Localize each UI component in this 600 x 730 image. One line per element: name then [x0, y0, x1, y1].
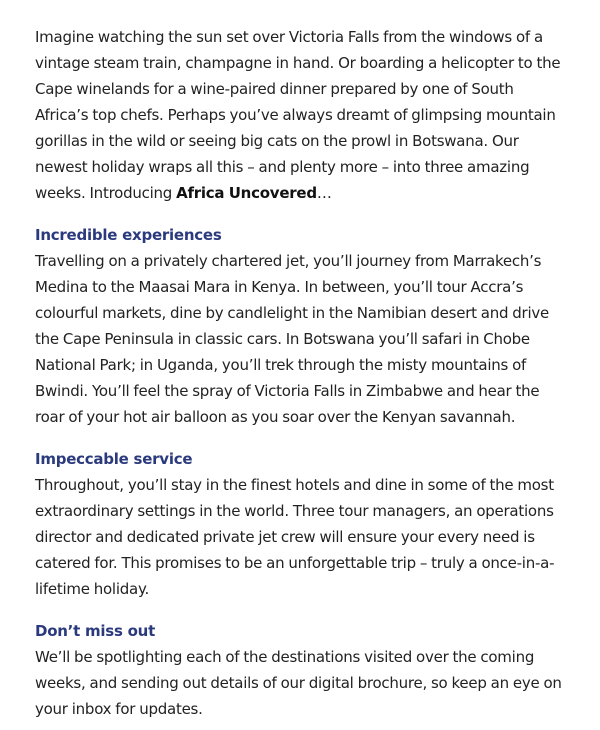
section-heading: Impeccable service: [35, 450, 193, 468]
section-body: Travelling on a privately chartered jet, you’ll journey from Marrakech’s Medina to the Maasai Mara in Kenya. In between, you’ll tour Accra’s colourful markets, dine by candlelight in the Namibian desert and drive the Cape Peninsula in classic cars. In Botswana you’ll safari in Chobe National Park; in Uganda, you’ll trek through the misty mountains of Bwindi. You’ll feel the spray of Victoria Falls in Zimbabwe and hear the roar of your hot air balloon as you soar over the Kenyan savannah.: [35, 252, 549, 426]
section-incredible-experiences: [35, 222, 571, 430]
intro-ellipsis: …: [316, 184, 332, 202]
intro-paragraph: [35, 24, 571, 206]
section-heading: Don’t miss out: [35, 622, 156, 640]
section-dont-miss-out: [35, 618, 571, 722]
product-name: Africa Uncovered: [176, 184, 317, 202]
section-body: Throughout, you’ll stay in the finest hotels and dine in some of the most extraordinary settings in the world. Three tour managers, an operations director and dedicated private jet crew will ensure your every need is catered for. This promises to be an unforgettable trip – truly a once-in-a-lifetime holiday.: [35, 476, 555, 598]
intro-text: Imagine watching the sun set over Victoria Falls from the windows of a vintage steam train, champagne in hand. Or boarding a helicopter to the Cape winelands for a wine-paired dinner prepared by one of South Africa’s top chefs. Perhaps you’ve always dreamt of glimpsing mountain gorillas in the wild or seeing big cats on the prowl in Botswana. Our newest holiday wraps all this – and plenty more – into three amazing weeks. Introducing: [35, 28, 561, 202]
section-body: We’ll be spotlighting each of the destinations visited over the coming weeks, and sending out details of our digital brochure, so keep an eye on your inbox for updates.: [35, 648, 562, 718]
section-heading: Incredible experiences: [35, 226, 222, 244]
section-impeccable-service: [35, 446, 571, 602]
article-body: [35, 24, 571, 722]
